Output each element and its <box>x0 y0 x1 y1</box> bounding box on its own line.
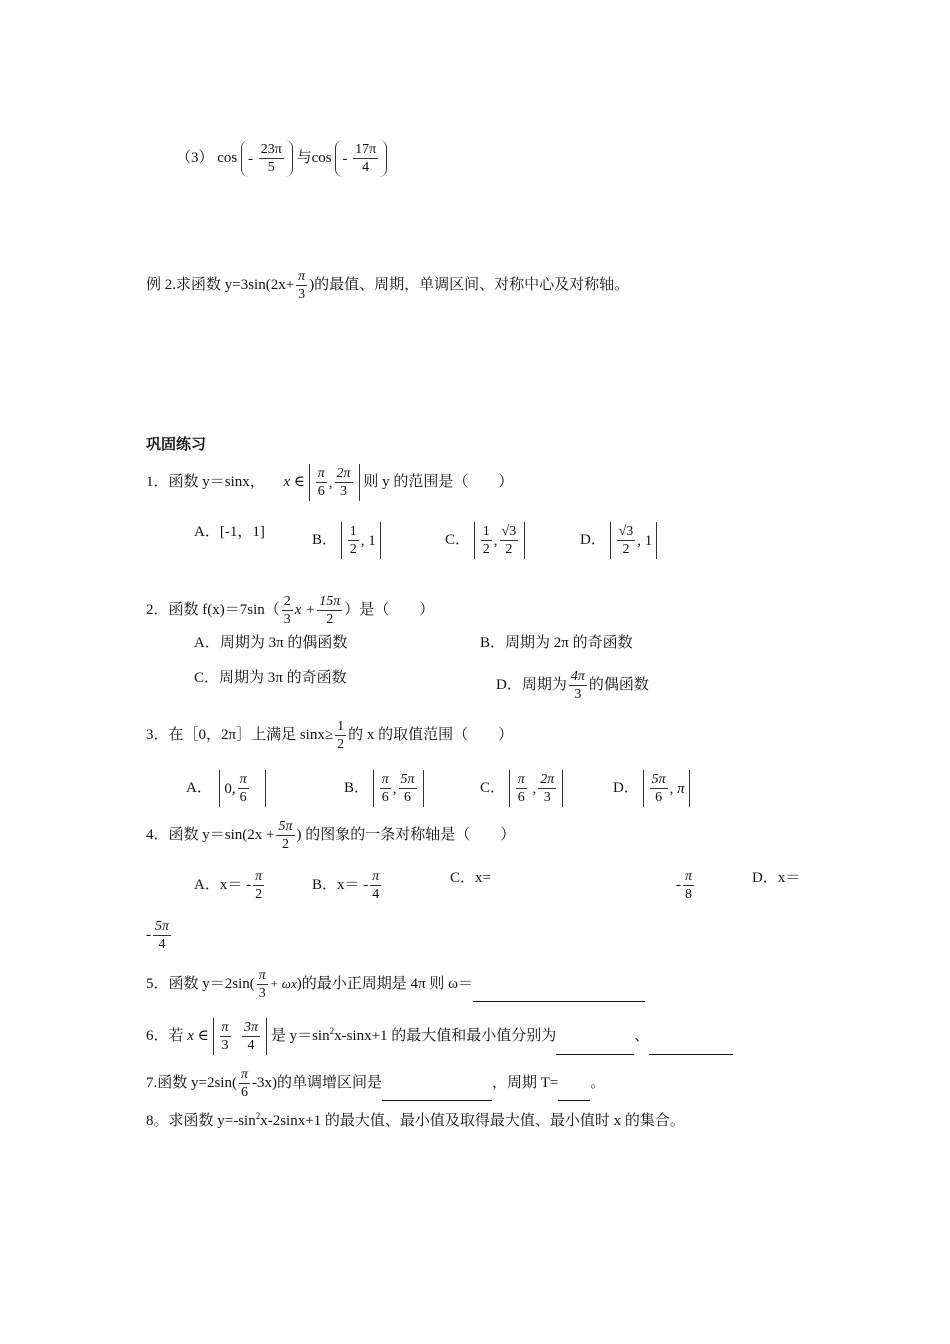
q6-answer-blank-max[interactable] <box>556 1038 634 1055</box>
q1-option-a: A．[-1，1] <box>194 524 265 540</box>
cos-fn-2: cos <box>311 149 332 166</box>
q4-option-b: B．x＝ - $\frac{\pi}{4}$ <box>312 869 380 902</box>
q2-option-c: C．周期为 3π 的奇函数 <box>194 670 347 686</box>
minus-sign: - <box>248 150 254 167</box>
q1-option-d: D． $\frac{√3}{2}$ , 1 <box>580 522 657 559</box>
question-3: 3．在［0，2π］上满足 sinx≥ $\frac{1}{2}$ 的 x 的取值范围（ ） <box>146 719 514 752</box>
fraction-23pi-5: $\frac{23\pi}{5}$ <box>260 142 282 175</box>
q2-option-a: A．周期为 3π 的偶函数 <box>194 635 348 651</box>
q4-option-c-value: - $\frac{\pi}{8}$ <box>676 869 693 902</box>
question-4: 4．函数 y＝sin(2x + $\frac{5\pi}{2}$ ) 的图象的一条对称轴是（ ） <box>146 819 516 852</box>
q6-answer-blank-min[interactable] <box>649 1038 733 1055</box>
q3-option-b: B． $\frac{\pi}{6}$ , $\frac{5\pi}{6}$ <box>344 770 424 807</box>
q3-option-c: C． $\frac{\pi}{6}$ , $\frac{2\pi}{3}$ <box>480 770 563 807</box>
item-3 <box>176 140 387 177</box>
fraction-17pi-4: $\frac{17\pi}{4}$ <box>355 142 377 175</box>
minus-sign: - <box>342 150 348 167</box>
q4-option-d: D．x＝ <box>752 870 801 886</box>
cos-fn-1: cos <box>217 149 238 166</box>
question-1: 1．函数 y＝sinx， x ∈ $\frac{\pi}{6}$ , $\frac{2\pi}{3}$ 则 y 的范围是（ ） <box>146 466 514 499</box>
conjunction: 与 <box>296 149 312 166</box>
q3-option-a: A． 0, $\frac{\pi}{6}$ <box>186 770 266 807</box>
interval-q1: $\frac{\pi}{6}$ , $\frac{2\pi}{3}$ <box>309 464 360 501</box>
question-6: 6．若 x ∈ $\frac{\pi}{3}$ $\frac{3\pi}{4}$ 是 $y=\sin^2x-\sin x+1$ 的最大值和最小值分别为 、 <box>146 1018 733 1055</box>
fraction-pi-3: $\frac{\pi}{3}$ <box>298 269 306 302</box>
q1-option-b: B． $\frac{1}{2}$ , 1 <box>312 522 381 559</box>
q4-option-d-value: - $\frac{5\pi}{4}$ <box>146 919 170 952</box>
question-5: 5．函数 y＝2sin( $\frac{\pi}{3}$ + ωx)的最小正周期是 4π 则 ω＝ <box>146 967 645 1002</box>
q4-option-c: C．x= <box>450 870 491 886</box>
question-7: 7.函数 y=2sin( $\frac{\pi}{6}$ -3x)的单调增区间是 ，周期 T= 。 <box>146 1067 606 1100</box>
example-2: 例 2.求函数 y=3sin(2x+ $\frac{\pi}{3}$ )的最值、周期，单调区间、对称中心及对称轴。 <box>146 269 630 302</box>
paren-2 <box>335 140 387 177</box>
paren-1 <box>241 140 293 177</box>
question-2: 2．函数 f(x)＝7sin（ $\frac{2}{3}$ x + $\frac{15\pi}{2}$ ）是（ ） <box>146 594 435 627</box>
q4-option-a: A．x＝ - $\frac{\pi}{2}$ <box>194 869 263 902</box>
q3-option-d: D． $\frac{5\pi}{6}$ , π <box>613 770 690 807</box>
q7-period-blank[interactable] <box>558 1084 590 1101</box>
practice-heading: 巩固练习 <box>146 437 207 453</box>
item-3-label: （3） <box>176 149 214 166</box>
q7-interval-blank[interactable] <box>382 1084 492 1101</box>
q2-option-b: B．周期为 2π 的奇函数 <box>480 635 633 651</box>
q1-option-c: C． $\frac{1}{2}$ , $\frac{√3}{2}$ <box>445 522 525 559</box>
interval-q6: $\frac{\pi}{3}$ $\frac{3\pi}{4}$ <box>213 1018 268 1055</box>
q2-option-d: D．周期为 $\frac{4\pi}{3}$ 的偶函数 <box>496 669 649 702</box>
question-8: 8。求函数 $y=-\sin^2x-2\sin x+1$ 的最大值、最小值及取得最大值、最小值时 x 的集合。 <box>146 1111 685 1129</box>
q5-answer-blank[interactable] <box>473 985 645 1002</box>
